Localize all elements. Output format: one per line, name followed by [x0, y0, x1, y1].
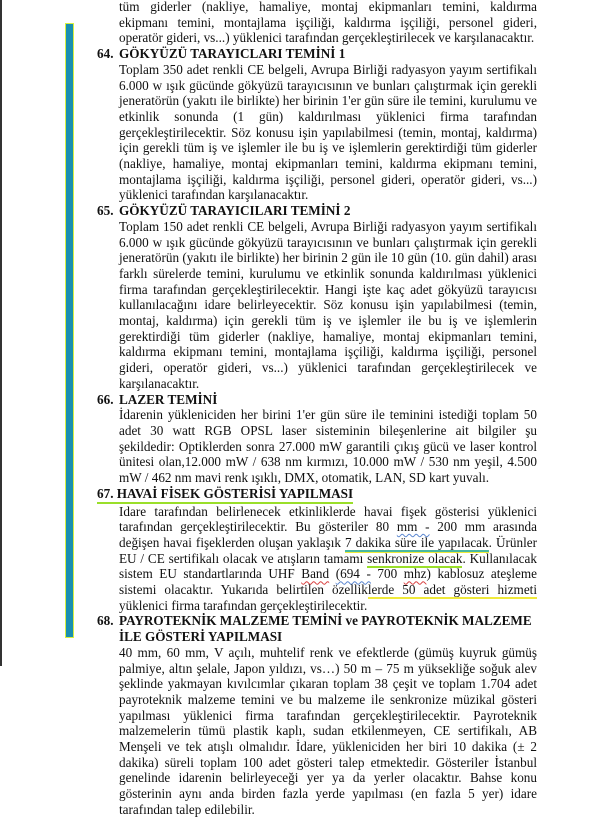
highlight-duration: 7 dakika süre ile yapılacak — [345, 534, 489, 550]
highlight-show-count: lerde 50 adet gösteri hizmeti — [367, 582, 537, 598]
section-number: 67. — [97, 485, 114, 501]
section-body-66: İdarenin yükleniciden her birini 1'er gün süre ile teminini istediği toplam 50 adet 30 watt RGB OPSL laser sisteminin bileşenlerine ait bilgiler şu şekildedir: Optiklerden sonra 27.000 mW garantili çıkış gücü ve laser kontrol ünitesi olan,12.000 mW / 638 nm kırmızı, 10.000 mW / 530 nm yeşil, 4.500 mW / 462 nm mavi renk ışıklı, DMX, otomatik, LAN, SD kart yuvalı. — [119, 407, 537, 486]
body-text — [329, 566, 336, 581]
page-left-edge — [0, 0, 2, 666]
section-number: 68. — [97, 613, 114, 629]
body-text: yüklenici firma tarafından gerçekleştirilecektir. — [119, 597, 368, 613]
section-title: LAZER TEMİNİ — [119, 391, 218, 407]
section-heading-65 — [97, 203, 537, 219]
section-number: 65. — [97, 203, 114, 219]
section-body-68: 40 mm, 60 mm, V açılı, muhtelif renk ve efektlerde (gümüş kuyruk gümüş palmiye, altın şelale, Japon yıldızı, vs…) 50 m – 75 m yüksekliğe soğuk alev şeklinde yakmayan kıvılcımlar çıkaran toplam 38 çeşit ve toplam 1.704 adet payroteknik malzeme temini ve bu malzeme ile senkronize müzikal gösteri yapılması yüklenici firma tarafından gerçekleştirilecektir. Payroteknik malzemelerin tümü plastik kaplı, sudan etkilenmeyen, CE sertifikalı, AB Menşeli ve tek atışlı olmalıdır. İdare, yükleniciden her biri 10 dakika (± 2 dakika) süreli toplam 100 adet gösteri talep etmektedir. Gösteriler İstanbul genelinde idarenin belirleyeceği yer ya da yerler olacaktır. Bahse konu gösterinin aynı anda birden fazla yerde yapılması (en fazla 5 yer) idare tarafından talep edilebilir. — [119, 644, 537, 817]
section-title: PAYROTEKNİK MALZEME TEMİNİ ve PAYROTEKNİK MALZEME İLE GÖSTERİ YAPILMASI — [119, 613, 532, 645]
section-title: HAVAİ FİSEK GÖSTERİSİ YAPILMASI — [116, 485, 354, 501]
section-body-67 — [119, 504, 537, 614]
highlight-sync: senkronize olacak — [367, 550, 463, 566]
section-number: 66. — [97, 391, 114, 407]
spellcheck-mark: (694 - — [335, 566, 371, 582]
intro-paragraph: tüm giderler (nakliye, hamaliye, montaj ekipmanları temini, kaldırma ekipmanı temini, montajlama işçiliği, kaldırma işçiliği, personel gideri, operatör gideri, vs...) yüklenici tarafından gerçekleştirilecek ve karşılanacaktır. — [119, 0, 537, 46]
body-text: 700 — [370, 566, 404, 582]
body-text: Idare tarafından belirlenecek etkinliklerde havai fişek gösterisi yüklenici tarafından gerçekleştirilecektir. Bu gösteriler 80 — [119, 503, 537, 535]
section-heading-68 — [97, 613, 537, 644]
margin-change-bar — [65, 23, 74, 638]
section-body-65: Toplam 150 adet renkli CE belgeli, Avrupa Birliği radyasyon yayım sertifikalı 6.000 w ışık gücünde gökyüzü tarayıcısının ve bunları çalıştırmak için gerekli jeneratörün (yakıtı ile birlikte) her birinin 2 gün ile 10 gün (10. gün dahil) arası farklı sürelerde temini, kurulumu ve etkinlik sonunda kaldırılması yüklenici firma tarafından gerçekleştirilecektir. Hangi işte kaç adet gökyüzü tarayıcısı kullanılacağını idare belirleyecektir. Söz konusu işin yapılabilmesi (temin, montaj, kaldırma) için gerekli tüm iş ve işlemler ile bu iş ve işlemlerin gerektirdiği tüm giderler (nakliye, hamaliye, montaj ekipmanları temini, kaldırma ekipmanı temini, montajlama işçiliği, kaldırma işçiliği, personel gideri, operatör gideri, vs...) yüklenici tarafından gerçekleştirilecek ve karşılanacaktır. — [119, 218, 537, 391]
spellcheck-mark: mhz — [403, 566, 427, 582]
body-text: . Kullanılacak sistem EU standartlarında UHF — [119, 550, 537, 582]
document-body — [97, 0, 537, 818]
body-text: ) kablosuz ateşleme sistemi olacaktır. Yukarıda belirtilen özellik — [119, 566, 538, 598]
section-body-64: Toplam 350 adet renkli CE belgeli, Avrupa Birliği radyasyon yayım sertifikalı 6.000 w ışık gücünde gökyüzü tarayıcısının ve bunları çalıştırmak için gerekli jeneratörün (yakıtı ile birlikte) her birinin 1'er gün süre ile temini, kurulumu ve etkinlik sonunda (1 gün) kaldırılması yüklenici firma tarafından gerçekleştirilecektir. Söz konusu işin yapılabilmesi (temin, montaj, kaldırma) için gerekli tüm iş ve işlemler ile bu iş ve işlemlerin gerektirdiği tüm giderler (nakliye, hamaliye, montaj ekipmanları temini, kaldırma ekipmanı temini, montajlama işçiliği, kaldırma işçiliği, personel gideri, operatör gideri, vs...) yüklenici tarafından karşılanacaktır. — [119, 61, 537, 203]
section-number: 64. — [97, 46, 114, 62]
section-title: GÖKYÜZÜ TARAYICILARI TEMİNİ 2 — [119, 203, 351, 219]
body-text: . Ürünler EU / CE sertifikalı olacak ve atışların tamamı — [119, 534, 537, 566]
section-heading-66 — [97, 392, 537, 408]
section-title: GÖKYÜZÜ TARAYICLARI TEMİNİ 1 — [119, 46, 346, 62]
section-heading-67 — [97, 486, 537, 504]
spellcheck-mark: mm - — [396, 519, 430, 535]
highlighted-heading — [97, 486, 353, 504]
spellcheck-mark: Band — [301, 566, 330, 582]
section-heading-64 — [97, 46, 537, 62]
body-text: 200 mm arasında değişen havai fişeklerden oluşan yaklaşık — [119, 519, 537, 550]
